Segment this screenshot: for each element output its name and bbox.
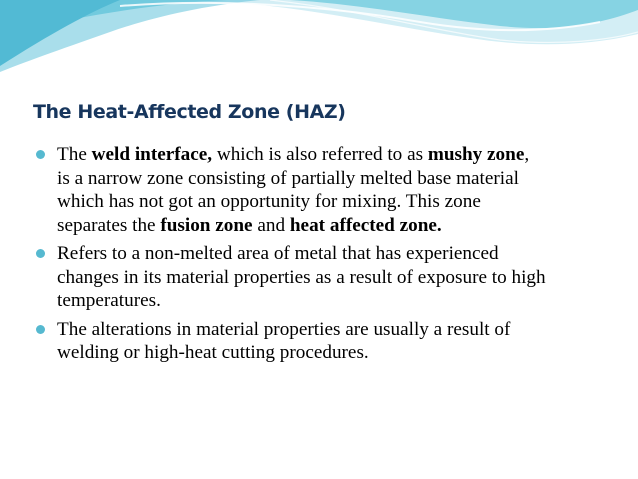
text-run: The [57,144,92,165]
bullet-line [57,190,616,214]
bold-term: mushy zone [427,144,525,165]
text-run: The alterations in material properties are usually a result of [57,318,511,340]
bullet-line [57,341,616,365]
bullet-line [57,214,616,238]
text-run: Refers to a non-melted area of metal that has experienced [57,243,499,264]
text-run: which has not got an opportunity for mixing. This zone [57,191,481,212]
text-run: separates the [57,214,161,236]
bold-term: heat affected zone. [289,214,442,236]
text-run: , [524,144,530,165]
text-run: which is also referred to as [212,144,428,165]
bold-term: weld interface, [91,144,213,165]
bullet-line [57,289,616,313]
bullet-list [36,143,616,370]
bullet-dot-icon [36,249,45,258]
bullet-dot-icon [36,150,45,159]
wave-header-decoration [0,0,638,80]
bullet-line [57,266,616,290]
text-run: and [252,214,290,236]
bullet-item [36,242,616,313]
bullet-line [57,242,616,266]
bullet-line [57,318,616,342]
bold-term: fusion zone [160,214,253,236]
bullet-line [57,167,616,191]
text-run: is a narrow zone consisting of partially melted base material [57,167,519,189]
text-run: changes in its material properties as a result of exposure to high [57,266,546,288]
bullet-dot-icon [36,325,45,334]
text-run: welding or high-heat cutting procedures. [57,342,369,363]
bullet-line [57,143,616,167]
bullet-item [36,318,616,365]
slide-title: The Heat-Affected Zone (HAZ) [33,101,346,123]
text-run: temperatures. [57,290,161,311]
bullet-item [36,143,616,237]
wave-band-mid [0,0,260,72]
